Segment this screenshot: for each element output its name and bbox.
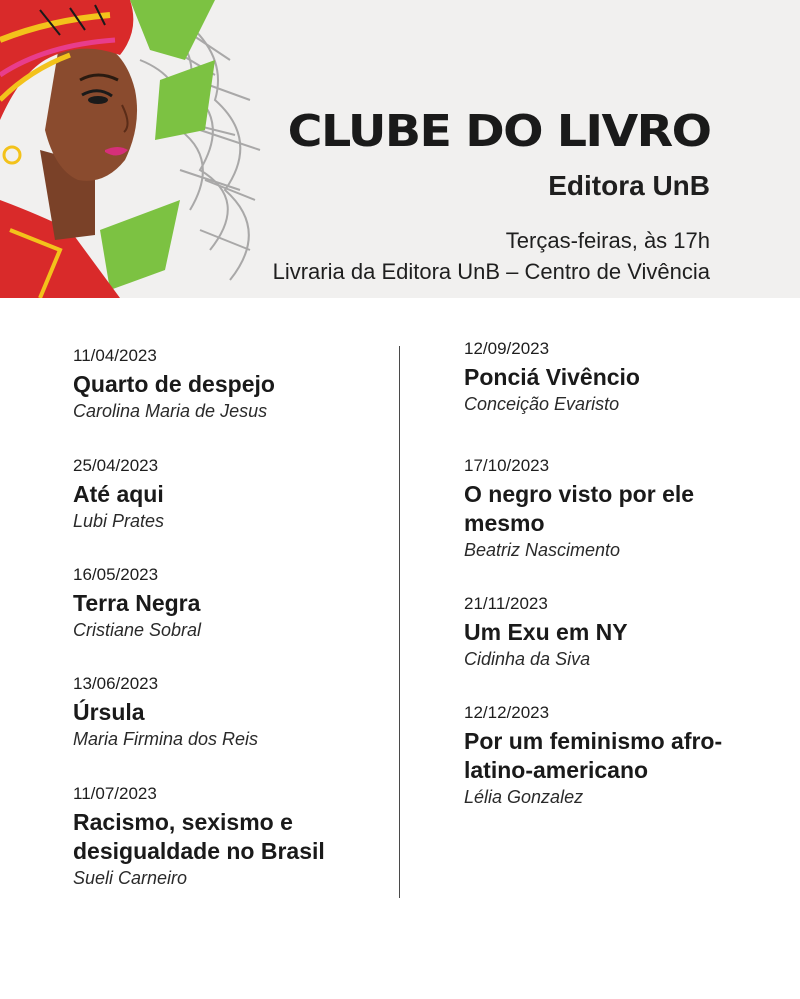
book-title: Um Exu em NY (464, 619, 628, 645)
book-author: Conceição Evaristo (464, 394, 620, 414)
event-date: 12/09/2023 (464, 339, 550, 358)
book-title: Quarto de despejo (73, 371, 275, 397)
event-date: 11/07/2023 (73, 784, 157, 803)
book-author: Carolina Maria de Jesus (73, 401, 268, 421)
schedule-info (273, 225, 710, 287)
event-date: 25/04/2023 (73, 456, 159, 475)
book-title: Até aqui (73, 481, 164, 507)
book-author: Lubi Prates (73, 511, 165, 531)
event-item (464, 456, 754, 561)
book-author: Cristiane Sobral (73, 620, 202, 640)
event-date: 16/05/2023 (73, 565, 159, 584)
event-date: 21/11/2023 (464, 594, 548, 613)
publisher-name: Editora UnB (548, 170, 710, 201)
event-date: 17/10/2023 (464, 456, 550, 475)
book-title: O negro visto por ele mesmo (464, 481, 695, 536)
book-title: Terra Negra (73, 590, 201, 616)
page-title: CLUBE DO LIVRO (287, 106, 710, 157)
schedule-location: Livraria da Editora UnB – Centro de Vivência (272, 259, 710, 284)
event-item (464, 594, 784, 670)
book-title: Por um feminismo afro-latino-americano (464, 728, 723, 783)
event-item (73, 346, 393, 422)
schedule-time: Terças-feiras, às 17h (505, 228, 710, 253)
book-author: Beatriz Nascimento (464, 540, 621, 560)
event-item (73, 674, 393, 750)
event-item (73, 784, 383, 889)
event-item (73, 456, 393, 532)
event-date: 12/12/2023 (464, 703, 550, 722)
woman-illustration (0, 0, 300, 298)
book-author: Sueli Carneiro (73, 868, 188, 888)
event-date: 13/06/2023 (73, 674, 159, 693)
event-item (464, 339, 784, 415)
book-author: Maria Firmina dos Reis (73, 729, 259, 749)
event-item (73, 565, 393, 641)
event-item (464, 703, 764, 808)
book-title: Ponciá Vivêncio (464, 364, 640, 390)
book-title: Racismo, sexismo e desigualdade no Brasil (73, 809, 325, 864)
header-banner (0, 0, 800, 298)
book-author: Cidinha da Siva (464, 649, 591, 669)
book-author: Lélia Gonzalez (464, 787, 584, 807)
book-title: Úrsula (73, 699, 145, 725)
event-date: 11/04/2023 (73, 346, 157, 365)
column-divider (399, 346, 400, 898)
